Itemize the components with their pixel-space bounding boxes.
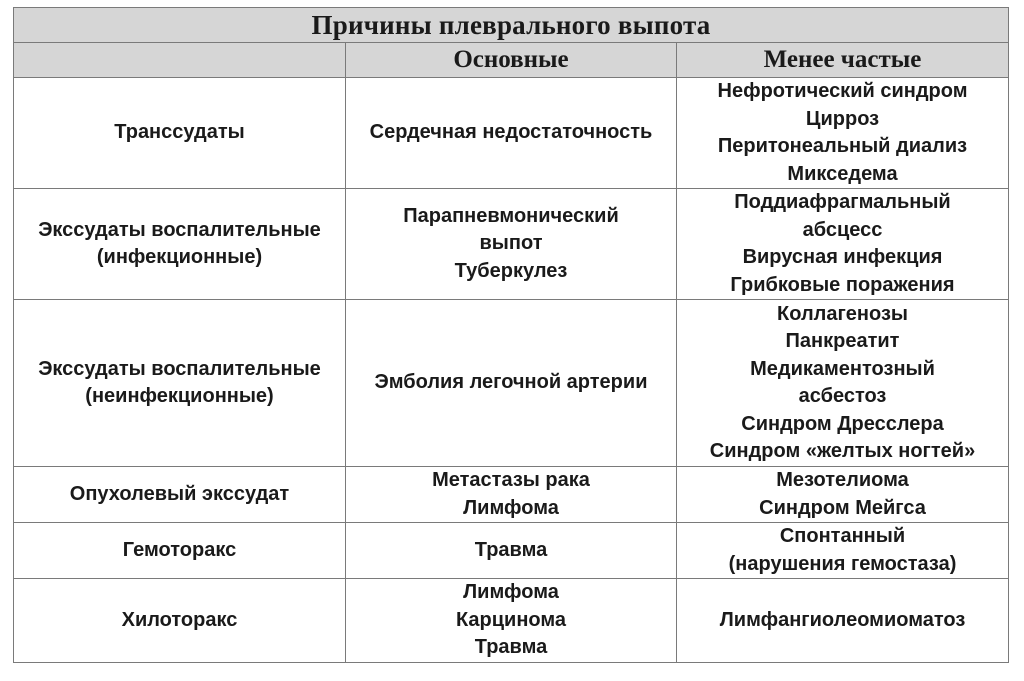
less-common-cause: Синдром «желтых ногтей» — [709, 440, 976, 462]
table-row — [14, 300, 1009, 467]
main-causes-cell — [346, 78, 677, 189]
category-cell — [14, 579, 346, 663]
category-label: Экссудаты воспалительные (инфекционные) — [38, 218, 321, 268]
category-label: Гемоторакс — [122, 538, 237, 561]
table-row — [14, 523, 1009, 579]
less-common-cell — [677, 467, 1009, 523]
category-cell — [14, 523, 346, 579]
title-row — [14, 8, 1009, 43]
less-common-cell — [677, 189, 1009, 300]
main-causes-cell — [346, 467, 677, 523]
header-empty — [14, 43, 346, 78]
less-common-cause: Медикаментозный — [750, 357, 935, 380]
less-common-cause: асбестоз — [798, 385, 887, 407]
main-causes-cell — [346, 523, 677, 579]
pleural-effusion-causes-table — [13, 7, 1009, 663]
less-common-cause: Мезотелиома — [776, 469, 909, 491]
less-common-cause: Синдром Мейгса — [759, 496, 926, 519]
table-row — [14, 579, 1009, 663]
less-common-cause: Цирроз — [805, 107, 880, 130]
category-label: Хилоторакс — [121, 608, 238, 631]
main-cause: Эмболия легочной артерии — [374, 371, 648, 394]
category-label: Экссудаты воспалительные (неинфекционные) — [38, 357, 321, 407]
header-less-common: Менее частые — [677, 43, 1009, 78]
less-common-cause: Спонтанный — [779, 525, 906, 547]
main-cause: Лимфома — [463, 496, 559, 519]
main-cause: Травма — [474, 636, 548, 659]
less-common-cause: Лимфангиолеомиоматоз — [719, 608, 966, 631]
header-row — [14, 43, 1009, 78]
main-cause: Лимфома — [463, 581, 559, 604]
main-causes-cell — [346, 300, 677, 467]
header-main: Основные — [346, 43, 677, 78]
less-common-cause: Грибковые поражения — [730, 273, 955, 296]
table-row — [14, 189, 1009, 300]
less-common-cell — [677, 300, 1009, 467]
table-title: Причины плеврального выпота — [14, 8, 1009, 43]
table-row — [14, 467, 1009, 523]
less-common-cell — [677, 579, 1009, 663]
less-common-cause: (нарушения гемостаза) — [728, 552, 957, 575]
category-label: Опухолевый экссудат — [69, 482, 290, 505]
less-common-cell — [677, 523, 1009, 579]
main-cause: Парапневмонический — [403, 204, 619, 227]
category-cell — [14, 78, 346, 189]
main-cause: Туберкулез — [454, 259, 568, 282]
less-common-cause: Вирусная инфекция — [742, 246, 943, 268]
main-cause: Сердечная недостаточность — [369, 121, 653, 144]
less-common-cause: Поддиафрагмальный — [734, 191, 951, 213]
less-common-cause: Панкреатит — [785, 330, 900, 352]
less-common-cause: Микседема — [787, 162, 898, 185]
table-row — [14, 78, 1009, 189]
main-cause: выпот — [479, 232, 543, 255]
main-cause: Карцинома — [455, 608, 567, 631]
main-causes-cell — [346, 189, 677, 300]
category-label: Транссудаты — [114, 121, 245, 144]
category-cell — [14, 189, 346, 300]
less-common-cause: Перитонеальный диализ — [717, 135, 968, 157]
less-common-cause: Нефротический синдром — [717, 80, 968, 102]
less-common-cause: Коллагенозы — [777, 302, 908, 325]
less-common-cell — [677, 78, 1009, 189]
less-common-cause: абсцесс — [802, 218, 883, 241]
main-cause: Травма — [474, 538, 548, 561]
category-cell — [14, 300, 346, 467]
main-causes-cell — [346, 579, 677, 663]
less-common-cause: Синдром Дресслера — [741, 412, 944, 435]
category-cell — [14, 467, 346, 523]
main-cause: Метастазы рака — [432, 469, 590, 491]
